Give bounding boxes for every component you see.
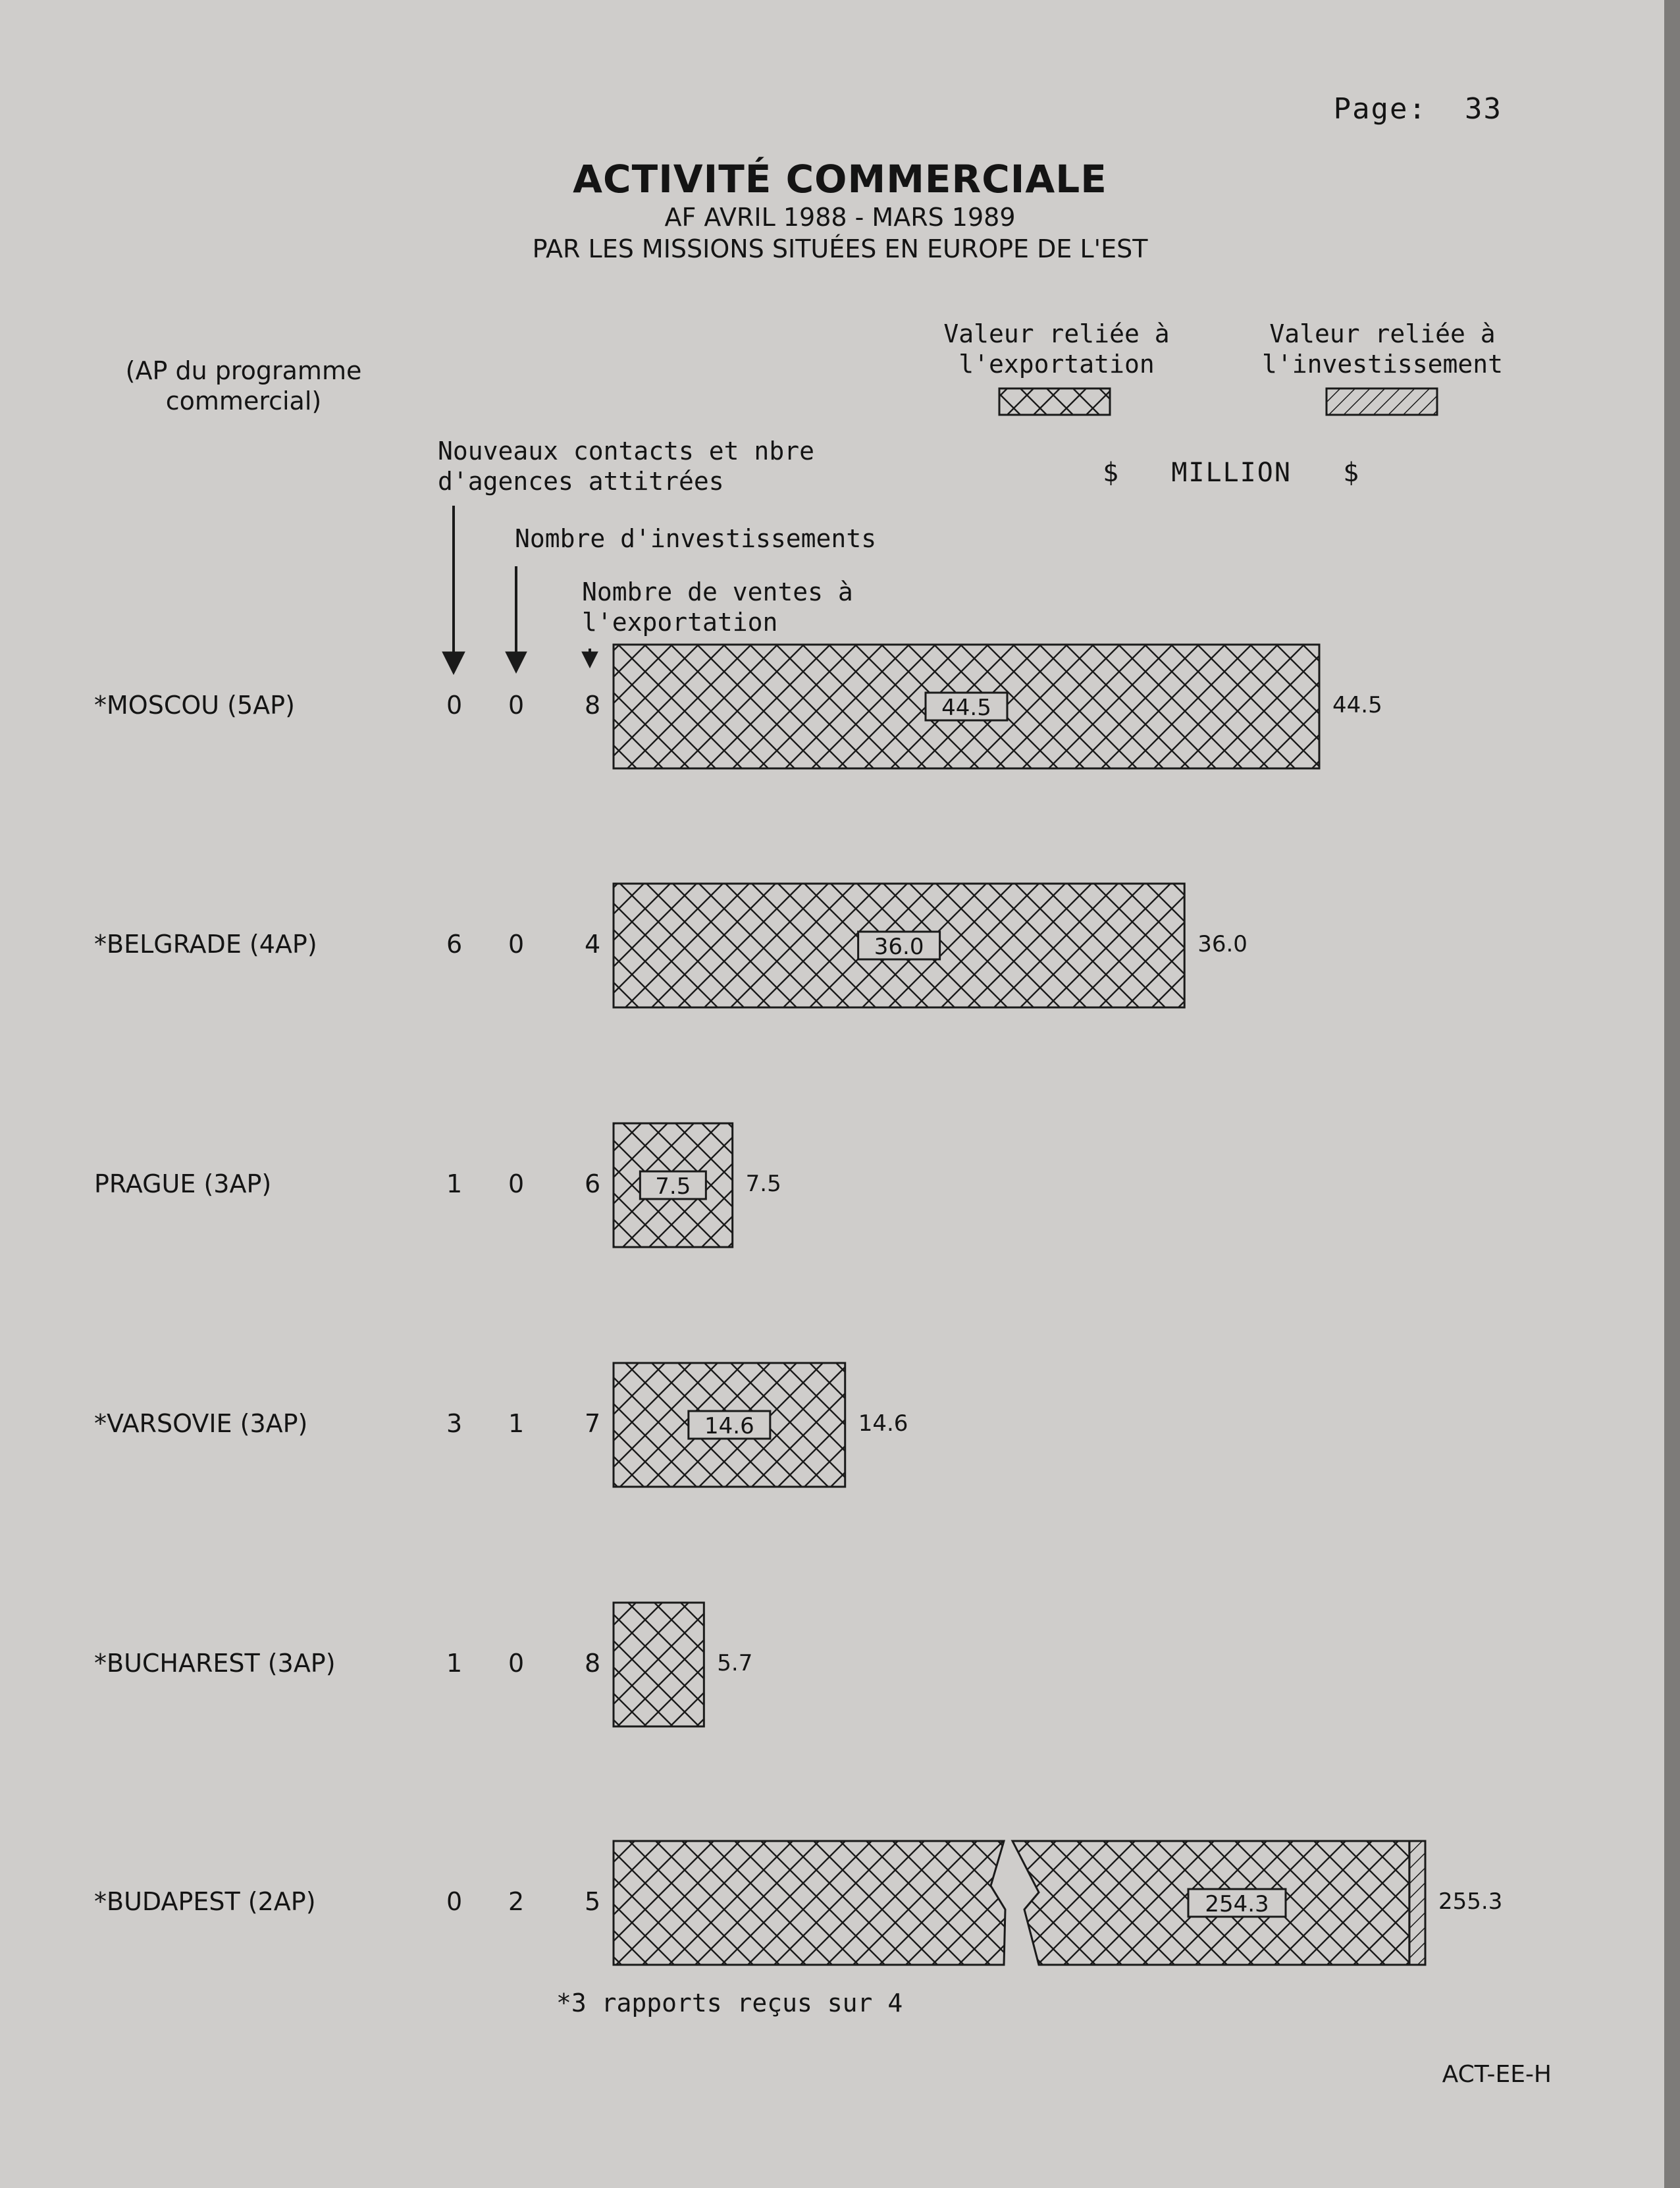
page-label: Page: <box>1333 92 1428 126</box>
total-value-label-belgradeap: 36.0 <box>1197 931 1247 957</box>
contacts-value-bucharestap: 1 <box>446 1649 463 1678</box>
category-label-varsovieap: *VARSOVIE (3AP) <box>94 1409 308 1438</box>
page-edge-shadow <box>1664 0 1680 2188</box>
units-dollar-right: $ <box>1343 458 1361 488</box>
category-label-moscouap: *MOSCOU (5AP) <box>94 691 295 720</box>
investments-value-varsovieap: 1 <box>508 1409 525 1438</box>
legend-swatch-export <box>999 388 1110 415</box>
legend-swatch-investment <box>1326 388 1437 415</box>
contacts-value-budapestap: 0 <box>446 1887 463 1916</box>
inner-value-label-varsovieap: 14.6 <box>704 1413 754 1439</box>
export-sales-value-pragueap: 6 <box>585 1169 601 1198</box>
legend-label-export: Valeur reliée à l'exportation <box>943 319 1170 379</box>
total-value-label-varsovieap: 14.6 <box>858 1410 908 1437</box>
investments-value-belgradeap: 0 <box>508 930 525 959</box>
contacts-arrow-head <box>442 652 465 674</box>
header-investments: Nombre d'investissements <box>515 524 877 553</box>
export-bar-bucharestap <box>614 1603 704 1726</box>
total-value-label-moscouap: 44.5 <box>1332 692 1382 718</box>
inner-value-label-moscouap: 44.5 <box>941 695 991 721</box>
total-value-label-budapestap: 255.3 <box>1438 1888 1503 1915</box>
investments-value-bucharestap: 0 <box>508 1649 525 1678</box>
chart-subtitle-period: AF AVRIL 1988 - MARS 1989 <box>664 203 1016 232</box>
inner-value-label-budapestap: 254.3 <box>1205 1891 1269 1917</box>
investment-bar-budapestap <box>1409 1841 1425 1965</box>
units-million: MILLION <box>1171 458 1292 488</box>
chart-subtitle-scope: PAR LES MISSIONS SITUÉES EN EUROPE DE L'EST <box>532 234 1148 263</box>
contacts-value-varsovieap: 3 <box>446 1409 463 1438</box>
ap-note: (AP du programme commercial) <box>125 356 362 415</box>
export-sales-value-moscouap: 8 <box>585 691 601 720</box>
units-dollar-left: $ <box>1103 458 1120 488</box>
header-contacts: Nouveaux contacts et nbre d'agences attitrées <box>438 437 814 496</box>
export-arrow-head <box>582 652 598 668</box>
chart-title-block <box>0 157 1680 265</box>
contacts-value-belgradeap: 6 <box>446 930 463 959</box>
units-label <box>1103 458 1360 488</box>
total-value-label-pragueap: 7.5 <box>745 1171 781 1197</box>
header-export-sales: Nombre de ventes à l'exportation <box>582 577 853 637</box>
export-sales-value-bucharestap: 8 <box>585 1649 601 1678</box>
export-sales-value-varsovieap: 7 <box>585 1409 601 1438</box>
investments-arrow-head <box>506 652 527 673</box>
category-label-pragueap: PRAGUE (3AP) <box>94 1169 272 1198</box>
page-number <box>1334 92 1502 126</box>
total-value-label-bucharestap: 5.7 <box>717 1650 753 1676</box>
inner-value-label-belgradeap: 36.0 <box>874 934 924 960</box>
footnote: *3 rapports reçus sur 4 <box>556 1988 903 2017</box>
export-bar-budapestap-left <box>614 1841 1005 1965</box>
investments-value-moscouap: 0 <box>508 691 525 720</box>
chart-title: ACTIVITÉ COMMERCIALE <box>573 157 1107 201</box>
category-label-budapestap: *BUDAPEST (2AP) <box>94 1887 316 1916</box>
legend-label-investment: Valeur reliée à l'investissement <box>1261 319 1504 379</box>
contacts-value-moscouap: 0 <box>446 691 463 720</box>
investments-value-pragueap: 0 <box>508 1169 525 1198</box>
inner-value-label-pragueap: 7.5 <box>655 1173 691 1200</box>
export-sales-value-budapestap: 5 <box>585 1887 601 1916</box>
contacts-value-pragueap: 1 <box>446 1169 463 1198</box>
investments-value-budapestap: 2 <box>508 1887 525 1916</box>
category-label-bucharestap: *BUCHAREST (3AP) <box>94 1649 336 1678</box>
page-number-value: 33 <box>1465 92 1502 126</box>
document-code: ACT-EE-H <box>1442 2061 1552 2088</box>
export-sales-value-belgradeap: 4 <box>585 930 601 959</box>
category-label-belgradeap: *BELGRADE (4AP) <box>94 930 317 959</box>
